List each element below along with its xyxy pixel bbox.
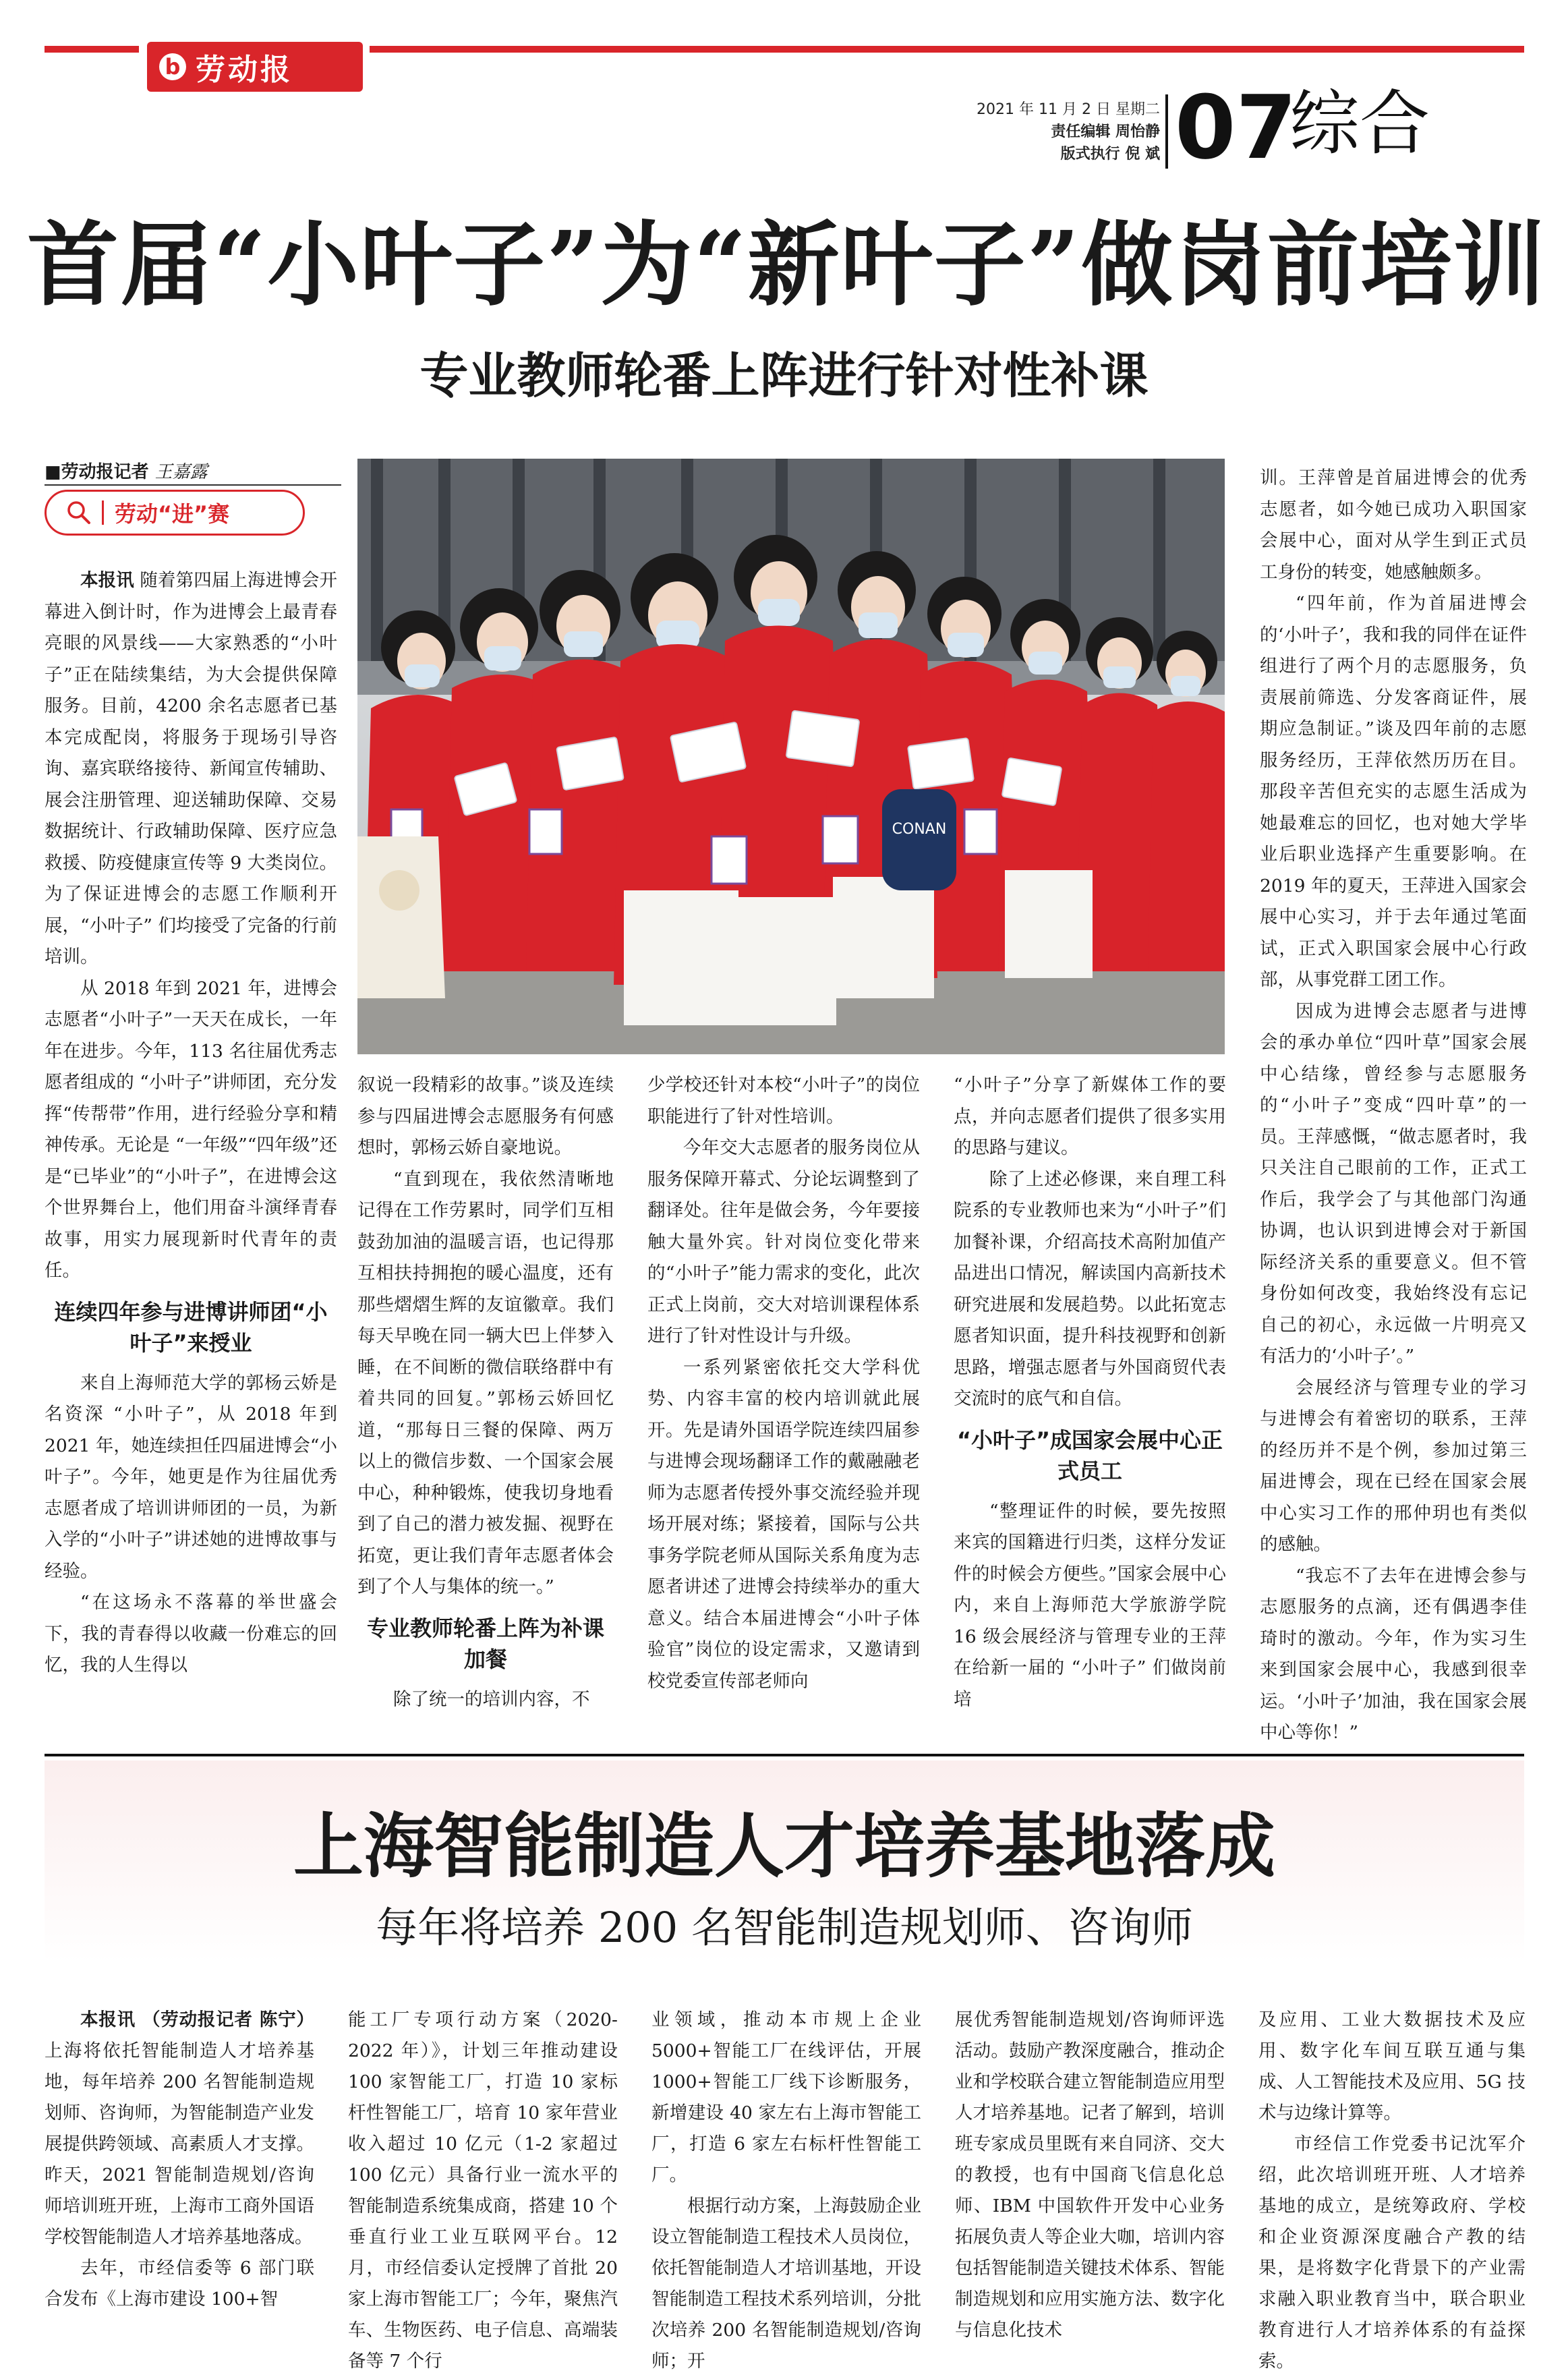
paragraph: 随着第四届上海进博会开幕进入倒计时，作为进博会上最青春亮眼的风景线——大家熟悉的“小叶子”正在陆续集结，为大会提供保障服务。目前，4200 余名志愿者已基本完成配岗，将服务于现场引导咨询、嘉宾联络接待、新闻宣传辅助、展会注册管理、迎送辅助保障、交易数据统计、行政辅助保障、医疗应急救援、防疫健康宣传等 9 大类岗位。为了保证进博会的志愿工作顺利开展，“小叶子” 们均接受了完备的行前培训。 [45, 570, 338, 967]
issue-meta [877, 98, 1160, 165]
byline-name: 王嘉露 [154, 462, 208, 482]
paragraph: 展优秀智能制造规划/咨询师评选活动。鼓励产教深度融合，推动企业和学校联合建立智能制造应用型人才培养基地。记者了解到，培训班专家成员里既有来自同济、交大的教授，也有中国商飞信息化总师、IBM 中国软件开发中心业务拓展负责人等企业大咖，培训内容包括智能制造关键技术体系、智能制造规划和应用实施方法、数字化与信息化技术 [955, 2009, 1225, 2341]
volunteers-photo [357, 459, 1225, 1054]
subheading: “小叶子”成国家会展中心正式员工 [956, 1427, 1223, 1484]
paragraph: 训。王萍曾是首届进博会的优秀志愿者，如今她已成功入职国家会展中心，面对从学生到正式员工身份的转变，她感触颇多。 [1260, 467, 1527, 583]
editor-credit: 责任编辑 周怡静 [1051, 123, 1160, 140]
paragraph: 来自上海师范大学的郭杨云娇是名资深 “小叶子”，从 2018 年到 2021 年，她连续担任四届进博会“小叶子”。今年，她更是作为往届优秀志愿者成了培训讲师团的一员，为新入学的“小叶子”讲述她的进博故事与经验。 [45, 1372, 337, 1582]
paragraph: 今年交大志愿者的服务岗位从服务保障开幕式、分论坛调整到了翻译处。往年是做会务，今年要接触大量外宾。针对岗位变化带来的“小叶子”能力需求的变化，此次正式上岗前，交大对培训课程体系进行了针对性设计与升级。 [647, 1137, 920, 1346]
logo-icon: b [159, 53, 186, 80]
article1-column-3 [647, 1070, 920, 1697]
article2-top-rule [45, 1754, 1524, 1756]
article2-subhead: 每年将培养 200 名智能制造规划师、咨询师 [376, 1903, 1193, 1952]
paragraph: 业领域，推动本市规上企业 5000+智能工厂在线评估，开展 1000+智能工厂线下诊断服务，新增建设 40 家左右上海市智能工厂，打造 6 家左右标杆性智能工厂。 [651, 2009, 921, 2185]
issue-date: 2021 年 11 月 2 日 星期二 [977, 101, 1160, 118]
byline-prefix: ■劳动报记者 [45, 462, 149, 482]
paragraph: “直到现在，我依然清晰地记得在工作劳累时，同学们互相鼓劲加油的温暖言语，也记得那互相扶持拥抱的暖心温度，还有那些熠熠生辉的友谊徽章。我们每天早晚在同一辆大巴上伴梦入睡，在不间断的微信联络群中有着共同的回复。”郭杨云娇回忆道，“那每日三餐的保障、两万以上的微信步数、一个国家会展中心，种种锻炼，使我切身地看到了自己的潜力被发掘、视野在拓宽，更让我们青年志愿者体会到了个人与集体的统一。” [357, 1168, 614, 1597]
article1-column-4 [954, 1070, 1226, 1715]
layout-credit: 版式执行 倪 斌 [1060, 146, 1160, 163]
article1-subhead: 专业教师轮番上阵进行针对性补课 [419, 347, 1149, 404]
article1-column-1 [45, 565, 337, 1682]
rubric-tag [45, 490, 305, 536]
article1-byline [45, 459, 341, 486]
article1-column-2 [357, 1070, 614, 1715]
paper-name: 劳动报 [196, 53, 293, 87]
paragraph: 除了上述必修课，来自理工科院系的专业教师也来为“小叶子”们加餐补课，介绍高技术高附加值产品进出口情况，解读国内高新技术研究进展和发展趋势。以此拓宽志愿者知识面，提升科技视野和创新思路，增强志愿者与外国商贸代表交流时的底气和自信。 [954, 1168, 1226, 1409]
paragraph: 及应用、工业大数据技术及应用、数字化车间互联互通与集成、人工智能技术及应用、5G 技术与边缘计算等。 [1258, 2009, 1526, 2123]
article2-lead: 本报讯 （劳动报记者 陈宁） [80, 2009, 314, 2030]
article1-photo [357, 459, 1225, 1054]
paragraph: 会展经济与管理专业的学习与进博会有着密切的联系，王萍的经历并不是个例，参加过第三届进博会，现在已经在国家会展中心实习工作的邢仲玥也有类似的感触。 [1260, 1377, 1527, 1555]
article2-column-2 [348, 2005, 618, 2377]
search-icon [65, 499, 92, 526]
paragraph: “小叶子”分享了新媒体工作的要点，并向志愿者们提供了很多实用的思路与建议。 [954, 1075, 1226, 1158]
article1-column-5 [1260, 463, 1527, 1749]
paragraph: 能工厂专项行动方案（2020-2022 年）》，计划三年推动建设 100 家智能工厂，打造 10 家标杆性智能工厂，培育 10 家年营业收入超过 10 亿元（1-2 家超过 100 亿元）具备行业一流水平的智能制造系统集成商，搭建 10 个垂直行业工业互联网平台。12 月，市经信委认定授牌了首批 20 家上海市智能工厂；今年，聚焦汽车、生物医药、电子信息、高端装备等 7 个行 [348, 2009, 618, 2372]
paragraph: 因成为进博会志愿者与进博会的承办单位“四叶草”国家会展中心结缘，曾经参与志愿服务的“小叶子”变成“四叶草”的一员。王萍感慨，“做志愿者时，我只关注自己眼前的工作，正式工作后，我学会了与其他部门沟通协调，也认识到进博会对于新国际经济关系的重要意义。但不管身份如何改变，我始终没有忘记自己的初心，永远做一片明亮又有活力的‘小叶子’。” [1260, 1000, 1527, 1367]
article2-column-5 [1258, 2005, 1526, 2377]
newspaper-logo [147, 42, 363, 92]
top-red-rule-right [370, 46, 1524, 53]
section-name: 综合 [1289, 82, 1430, 165]
paragraph: 叙说一段精彩的故事。”谈及连续参与四届进博会志愿服务有何感想时，郭杨云娇自豪地说。 [357, 1075, 614, 1158]
top-red-rule-left [45, 46, 139, 53]
paragraph: 市经信工作党委书记沈军介绍，此次培训班开班、人才培养基地的成立，是统筹政府、学校和企业资源深度融合产教的结果，是将数字化背景下的产业需求融入职业教育当中，联合职业教育进行人才培养体系的有益探索。 [1258, 2133, 1526, 2372]
paragraph: 去年，市经信委等 6 部门联合发布《上海市建设 100+智 [45, 2258, 314, 2310]
article2-column-1 [45, 2005, 314, 2315]
paragraph: 少学校还针对本校“小叶子”的岗位职能进行了针对性培训。 [647, 1075, 920, 1127]
article2-column-3 [651, 2005, 921, 2377]
article2-headline: 上海智能制造人才培养基地落成 [293, 1804, 1275, 1887]
paragraph: 根据行动方案，上海鼓励企业设立智能制造工程技术人员岗位，依托智能制造人才培训基地，开设智能制造工程技术系列培训，分批次培养 200 名智能制造规划/咨询师；开 [651, 2196, 921, 2372]
article2-column-4 [955, 2005, 1225, 2346]
paragraph: “在这场永不落幕的举世盛会下，我的青春得以收藏一份难忘的回忆，我的人生得以 [45, 1592, 337, 1676]
rubric-divider [102, 500, 104, 525]
paragraph: 从 2018 年到 2021 年，进博会志愿者“小叶子”一天天在成长，一年年在进步。今年，113 名往届优秀志愿者组成的 “小叶子”讲师团，充分发挥“传帮带”作用，进行经验分享和精神传承。无论是 “一年级”“四年级”还是“已毕业”的“小叶子”，在进博会这个世界舞台上，他们用奋斗演绎青春故事，用实力展现新时代青年的责任。 [45, 977, 337, 1281]
paragraph: 一系列紧密依托交大学科优势、内容丰富的校内培训就此展开。先是请外国语学院连续四届参与进博会现场翻译工作的戴融融老师为志愿者传授外事交流经验并现场开展对练；紧接着，国际与公共事务学院老师从国际关系角度为志愿者讲述了进博会持续举办的重大意义。结合本届进博会“小叶子体验官”岗位的设定需求，又邀请到校党委宣传部老师向 [647, 1356, 920, 1692]
paragraph: “我忘不了去年在进博会参与志愿服务的点滴，还有偶遇李佳琦时的激动。今年，作为实习生来到国家会展中心，我感到很幸运。‘小叶子’加油，我在国家会展中心等你！” [1260, 1565, 1527, 1743]
page-number: 07 [1175, 76, 1297, 179]
byline-rule [45, 484, 341, 486]
paragraph: “整理证件的时候，要先按照来宾的国籍进行归类，这样分发证件的时候会方便些。”国家会展中心内，来自上海师范大学旅游学院 16 级会展经济与管理专业的王萍在给新一届的 “小叶子” 们做岗前培 [954, 1500, 1226, 1710]
backpack-label: CONAN [892, 821, 947, 838]
paragraph: 除了统一的培训内容，不 [393, 1688, 590, 1710]
subheading: 专业教师轮番上阵为补课加餐 [366, 1615, 604, 1672]
subheading: 连续四年参与进博讲师团“小叶子”来授业 [54, 1298, 328, 1356]
meta-divider [1165, 94, 1168, 169]
paragraph: “四年前，作为首届进博会的‘小叶子’，我和我的同伴在证件组进行了两个月的志愿服务，负责展前筛选、分发客商证件，展期应急制证。”谈及四年前的志愿服务经历，王萍依然历历在目。那段辛苦但充实的志愿生活成为她最难忘的回忆，也对她大学毕业后职业选择产生重要影响。在 2019 年的夏天，王萍进入国家会展中心实习，并于去年通过笔面试，正式入职国家会展中心行政部，从事党群工团工作。 [1260, 593, 1527, 990]
article1-headline: 首届“小叶子”为“新叶子”做岗前培训 [27, 211, 1546, 319]
paragraph: 上海将依托智能制造人才培养基地，每年培养 200 名智能制造规划师、咨询师，为智能制造产业发展提供跨领域、高素质人才支撑。昨天，2021 智能制造规划/咨询师培训班开班，上海市工商外国语学校智能制造人才培养基地落成。 [45, 2040, 314, 2247]
article1-lead: 本报讯 [80, 570, 134, 591]
rubric-label: 劳动“进”赛 [115, 501, 230, 527]
